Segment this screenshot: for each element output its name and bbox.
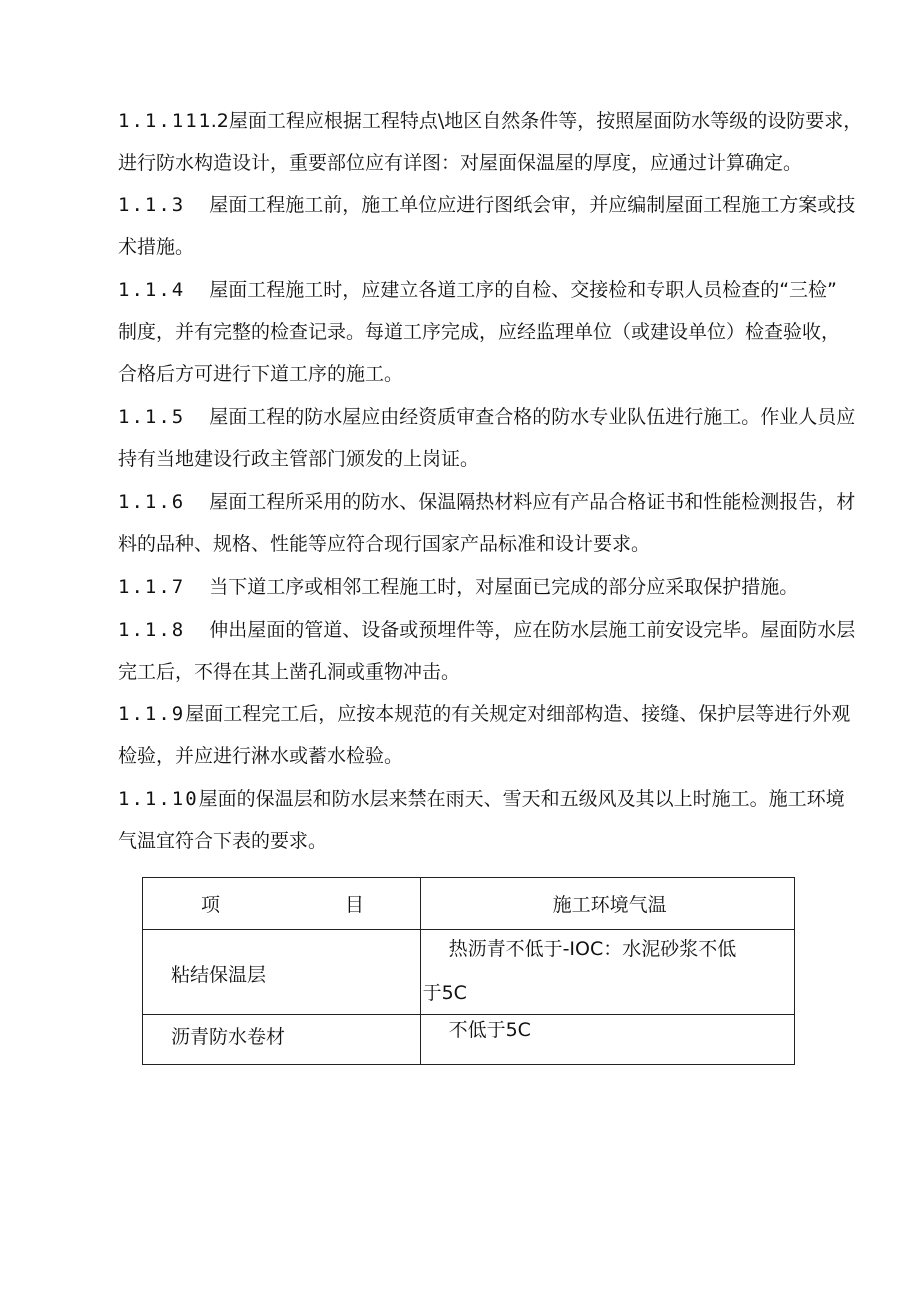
clause-number: 1.1.10 (118, 788, 199, 810)
header-item-cell (143, 878, 421, 930)
header-condition: 施工环境气温 (552, 894, 667, 916)
clause-line (118, 481, 856, 523)
clause-number: 1.1.4 (118, 279, 186, 301)
clause-line: 术措施。 (118, 236, 195, 258)
clause-line: 1.1.111.2屋面工程应根据工程特点\地区自然条件等，按照屋面防水等级的设防要求， (118, 110, 863, 132)
clause-text: 伸出屋面的管道、设备或预埋件等，应在防水层施工前安设完毕。屋面防水层 (209, 619, 856, 641)
item-cell (143, 930, 421, 1015)
item-text: 粘结保温层 (171, 964, 267, 986)
condition-cell (420, 930, 794, 1015)
clause-number: 1.1.3 (118, 194, 186, 216)
clause-line (118, 778, 845, 820)
header-item-left: 项 (201, 894, 221, 916)
clause-line (118, 609, 856, 651)
clause-text: 屋面工程完工后，应按本规范的有关规定对细部构造、接缝、保护层等进行外观 (185, 703, 851, 725)
clause-number: 1.1.7 (118, 576, 186, 598)
clause-number: 1.1.6 (118, 491, 186, 513)
clause-line: 完工后，不得在其上凿孔洞或重物冲击。 (118, 661, 461, 683)
header-item-right: 目 (345, 894, 365, 916)
clause-1-1-8 (118, 609, 856, 693)
clause-line: 料的品种、规格、性能等应符合现行国家产品标准和设计要求。 (118, 533, 651, 555)
table-header-row (143, 878, 795, 930)
clause-line (118, 566, 818, 608)
clause-line (118, 269, 837, 311)
clause-line (118, 396, 856, 438)
clause-text: 屋面工程施工时，应建立各道工序的自检、交接检和专职人员检查的“三检” (209, 279, 837, 301)
clause-line: 持有当地建设行政主管部门颁发的上岗证。 (118, 448, 480, 470)
clause-number: 1.1.5 (118, 406, 186, 428)
clause-number: 1.1.8 (118, 619, 186, 641)
table-row (143, 1015, 795, 1065)
clause-line: 合格后方可进行下道工序的施工。 (118, 363, 404, 385)
clause-1-1-10 (118, 778, 845, 862)
clause-number: 1.1.1 (118, 110, 186, 132)
clause-line: 检验，并应进行淋水或蓄水检验。 (118, 745, 404, 767)
clause-text: 屋面工程施工前，施工单位应进行图纸会审，并应编制屋面工程施工方案或技 (209, 194, 856, 216)
clause-text: 1.2屋面工程应根据工程特点\地区自然条件等，按照屋面防水等级的设防要求， (198, 110, 863, 132)
clause-1-1-7 (118, 566, 818, 608)
item-cell (143, 1015, 421, 1065)
clause-number: 1.1.9 (118, 703, 186, 725)
clause-1-1-1 (118, 100, 863, 184)
clause-line (118, 184, 856, 226)
item-text: 沥青防水卷材 (171, 1026, 286, 1048)
condition-text-line1: 不低于5C (448, 1019, 531, 1041)
clause-line: 进行防水构造设计，重要部位应有详图：对屋面保温屋的厚度，应通过计算确定。 (118, 152, 803, 174)
clause-text: 屋面的保温层和防水层来禁在雨天、雪天和五级风及其以上时施工。施工环境 (198, 788, 845, 810)
construction-temperature-table (142, 877, 795, 1065)
header-condition-cell (420, 878, 794, 930)
table-row (143, 930, 795, 1015)
condition-text-line1: 热沥青不低于-IOC：水泥砂浆不低 (448, 938, 737, 960)
clause-line (118, 693, 851, 735)
clause-1-1-5 (118, 396, 856, 480)
clause-1-1-3 (118, 184, 856, 268)
condition-text-line2: 于5C (422, 982, 467, 1004)
clause-1-1-6 (118, 481, 856, 565)
clause-text: 屋面工程所采用的防水、保温隔热材料应有产品合格证书和性能检测报告，材 (209, 491, 856, 513)
clause-text: 屋面工程的防水屋应由经资质审查合格的防水专业队伍进行施工。作业人员应 (209, 406, 856, 428)
clause-line: 气温宜符合下表的要求。 (118, 830, 328, 852)
clause-line: 制度，并有完整的检查记录。每道工序完成，应经监理单位（或建设单位）检查验收， (118, 321, 841, 343)
clause-1-1-9 (118, 693, 851, 777)
clause-1-1-4 (118, 269, 841, 395)
clause-text: 当下道工序或相邻工程施工时，对屋面已完成的部分应采取保护措施。 (209, 576, 799, 598)
condition-cell (420, 1015, 794, 1065)
